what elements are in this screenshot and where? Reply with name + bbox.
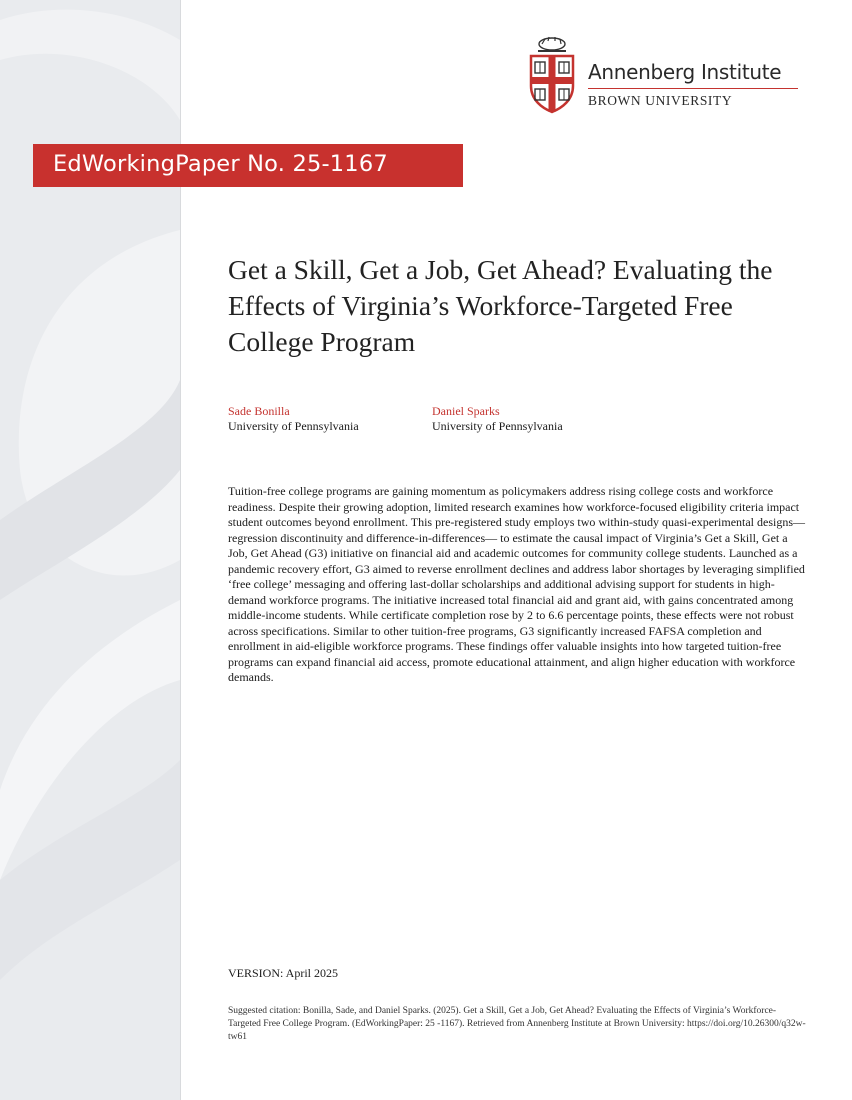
- author-name: Daniel Sparks: [432, 404, 500, 418]
- author-affiliation: University of Pennsylvania: [228, 419, 359, 433]
- working-paper-number: EdWorkingPaper No. 25-1167: [53, 151, 388, 177]
- working-paper-banner: [33, 144, 463, 187]
- institute-name: Annenberg Institute: [588, 60, 782, 84]
- suggested-citation: Suggested citation: Bonilla, Sade, and Daniel Sparks. (2025). Get a Skill, Get a Job, Get Ahead? Evaluating the Effects of Virginia’s Workforce-Targeted Free College Program. (EdWorkingPaper: 25 -1167). Retrieved from Annenberg Institute at Brown University: https://doi.org/10.26300/q32w-tw61: [228, 1006, 806, 1042]
- paper-title: Get a Skill, Get a Job, Get Ahead? Evaluating the Effects of Virginia’s Workforce-Targeted Free College Program: [228, 254, 773, 357]
- university-name: BROWN UNIVERSITY: [588, 93, 733, 108]
- author-block: [432, 404, 563, 434]
- version-line: VERSION: April 2025: [228, 966, 339, 980]
- logo-divider: [588, 88, 798, 89]
- institute-logo: [528, 36, 800, 116]
- author-block: [228, 404, 359, 434]
- author-affiliation: University of Pennsylvania: [432, 419, 563, 433]
- brown-university-shield-icon: [528, 36, 576, 114]
- author-name: Sade Bonilla: [228, 404, 290, 418]
- abstract-text: Tuition-free college programs are gaining momentum as policymakers address rising college costs and workforce readiness. Despite their growing adoption, limited research examines how workforce-focused eligibility criteria impact student outcomes beyond enrollment. This pre-registered study employs two within-study quasi-experimental designs—regression discontinuity and difference-in-differences— to estimate the causal impact of Virginia’s Get a Skill, Get a Job, Get Ahead (G3) initiative on financial aid and academic outcomes for community college students. Launched as a pandemic recovery effort, G3 aimed to reverse enrollment declines and address labor shortages by leveraging simplified ‘free college’ messaging and offering last-dollar scholarships and additional advising support for students in high-demand workforce programs. The initiative increased total financial aid and grant aid, with gains concentrated among middle-income students. While certificate completion rose by 2 to 6.6 percentage points, these effects were not robust across specifications. Similar to other tuition-free programs, G3 significantly increased FAFSA completion and enrollment in aid-eligible workforce programs. These findings offer valuable insights into how targeted tuition-free programs can expand financial aid access, promote educational attainment, and align higher education with workforce demands.: [228, 484, 806, 684]
